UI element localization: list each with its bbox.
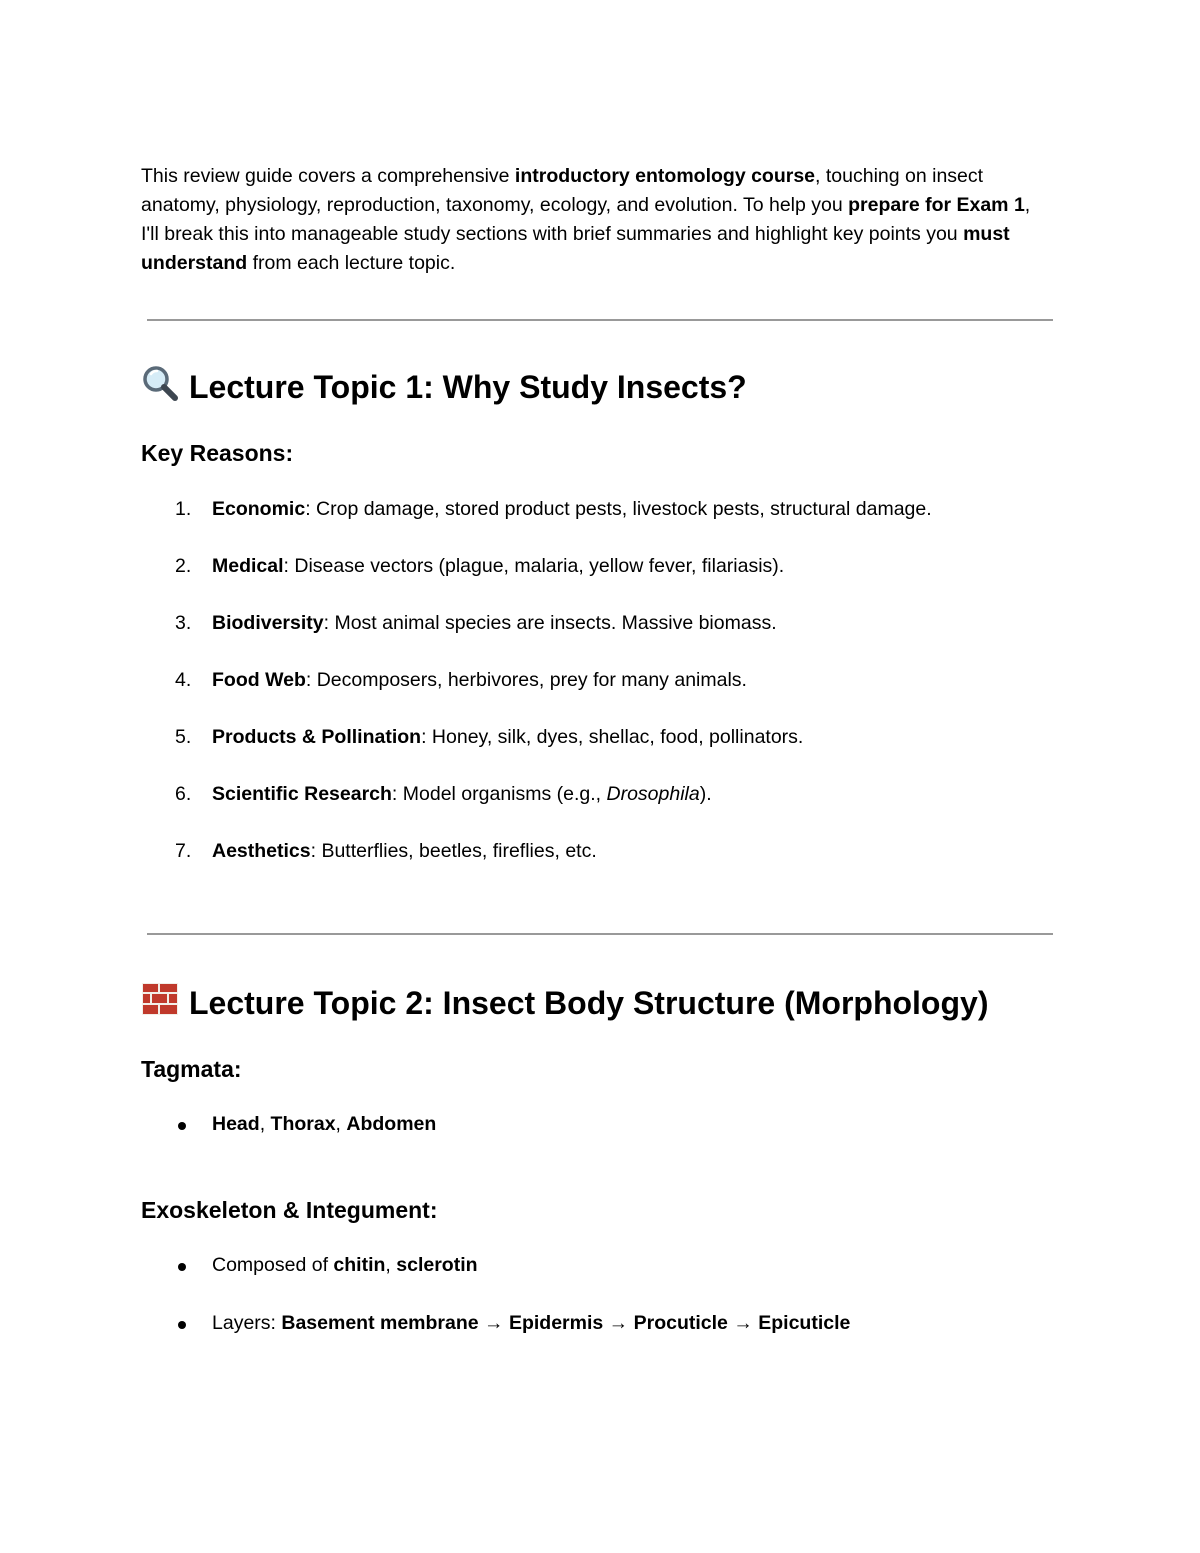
intro-text: from each lecture topic.: [247, 252, 456, 274]
exo-sclerotin: sclerotin: [396, 1254, 478, 1276]
reason-desc: : Decomposers, herbivores, prey for many animals.: [305, 669, 747, 691]
separator: ,: [385, 1254, 397, 1276]
tagmata-heading: Tagmata:: [141, 1056, 242, 1082]
reason-term: Biodiversity: [212, 612, 324, 634]
reason-desc-end: ).: [699, 783, 712, 805]
list-number: 5.: [175, 726, 192, 748]
separator: ,: [259, 1113, 271, 1135]
tagmata-list: [141, 1111, 1053, 1169]
reason-desc: : Honey, silk, dyes, shellac, food, pollinators.: [421, 726, 804, 748]
layer-procuticle: Procuticle: [633, 1312, 728, 1334]
exo-text: Layers:: [212, 1312, 282, 1334]
layer-epidermis: Epidermis: [508, 1312, 604, 1334]
intro-bold-exam: prepare for Exam 1: [848, 194, 1025, 216]
list-item: [141, 1111, 1053, 1169]
list-item: [141, 553, 1053, 610]
horizontal-divider: [147, 319, 1053, 321]
list-number: 7.: [175, 840, 192, 862]
list-item: [141, 838, 1053, 895]
reason-desc: : Model organisms (e.g.,: [391, 783, 607, 805]
exoskeleton-heading: Exoskeleton & Integument:: [141, 1197, 438, 1223]
intro-bold-course: introductory entomology course: [514, 165, 816, 187]
reason-term: Medical: [212, 555, 284, 577]
reason-desc: : Most animal species are insects. Massive biomass.: [323, 612, 777, 634]
list-item: [141, 610, 1053, 667]
layer-epicuticle: Epicuticle: [758, 1312, 851, 1334]
list-number: 4.: [175, 669, 192, 691]
exoskeleton-list: [141, 1252, 1053, 1368]
key-reasons-heading: Key Reasons:: [141, 440, 294, 466]
separator: ,: [335, 1113, 347, 1135]
horizontal-divider: [147, 933, 1053, 935]
list-item: [141, 724, 1053, 781]
topic1-title: Lecture Topic 1: Why Study Insects?: [189, 369, 747, 405]
exo-chitin: chitin: [333, 1254, 386, 1276]
arrow-icon: →: [727, 1312, 759, 1334]
reason-desc: : Disease vectors (plague, malaria, yellow fever, filariasis).: [283, 555, 785, 577]
magnifying-glass-icon: [141, 364, 179, 411]
list-item: [141, 496, 1053, 553]
intro-bold-must: must understand: [141, 223, 1010, 274]
reason-desc: : Crop damage, stored product pests, livestock pests, structural damage.: [305, 498, 932, 520]
topic2-heading: [141, 980, 988, 1027]
list-number: 1.: [175, 498, 192, 520]
brick-icon: [141, 980, 179, 1027]
reason-term: Economic: [212, 498, 306, 520]
intro-text: This review guide covers a comprehensive: [141, 165, 515, 187]
intro-paragraph: [141, 162, 1041, 278]
reasons-list: [141, 496, 1053, 895]
arrow-icon: →: [603, 1312, 634, 1334]
reason-term: Food Web: [212, 669, 306, 691]
reason-term: Aesthetics: [212, 840, 311, 862]
tagma-head: Head: [212, 1113, 260, 1135]
intro-text: , I'll break this into manageable study sections with brief summaries and highlight key points you: [141, 194, 1031, 245]
intro-text: , touching on insect anatomy, physiology, reproduction, taxonomy, ecology, and evolution. To help you: [141, 165, 984, 216]
reason-term: Products & Pollination: [212, 726, 422, 748]
list-item: [141, 667, 1053, 724]
exo-text: Composed of: [212, 1254, 334, 1276]
topic1-heading: [141, 364, 747, 411]
bullet-icon: [178, 1263, 186, 1271]
reason-term: Scientific Research: [212, 783, 392, 805]
list-number: 3.: [175, 612, 192, 634]
list-item: [141, 781, 1053, 838]
arrow-icon: →: [478, 1312, 509, 1334]
bullet-icon: [178, 1122, 186, 1130]
list-item: [141, 1310, 1053, 1368]
layer-basement-membrane: Basement membrane: [281, 1312, 479, 1334]
reason-italic: Drosophila: [606, 783, 700, 805]
tagma-thorax: Thorax: [270, 1113, 336, 1135]
list-number: 2.: [175, 555, 192, 577]
list-item: [141, 1252, 1053, 1310]
bullet-icon: [178, 1321, 186, 1329]
topic2-title: Lecture Topic 2: Insect Body Structure (Morphology): [189, 985, 989, 1021]
tagma-abdomen: Abdomen: [346, 1113, 437, 1135]
reason-desc: : Butterflies, beetles, fireflies, etc.: [310, 840, 597, 862]
list-number: 6.: [175, 783, 192, 805]
